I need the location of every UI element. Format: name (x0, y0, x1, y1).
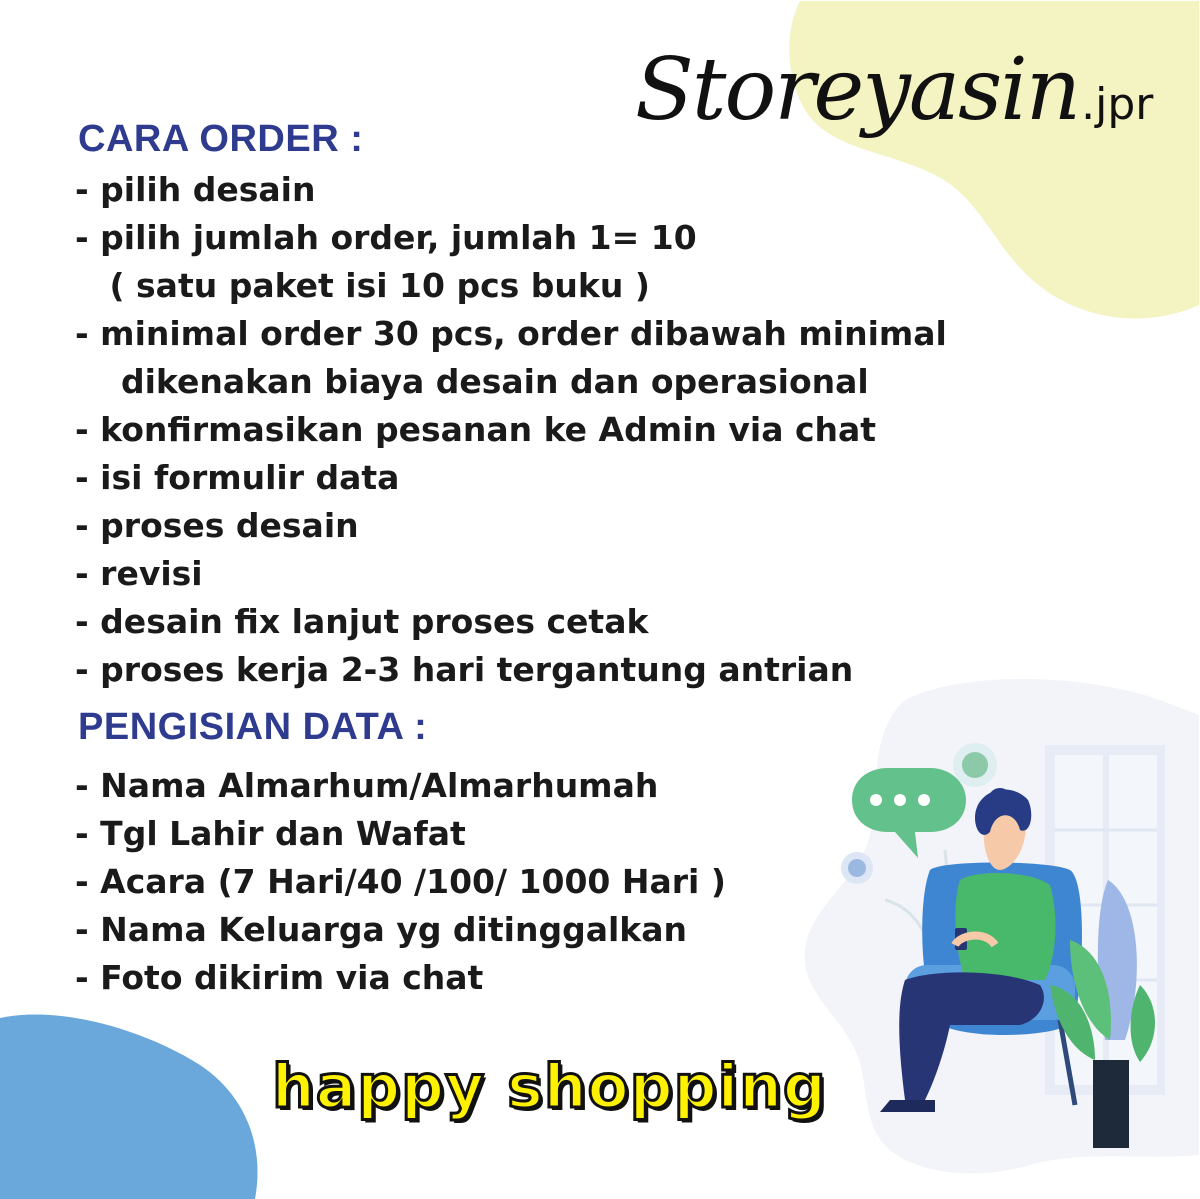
brand-script: Storeyasin (635, 40, 1080, 140)
order-step: dikenakan biaya desain dan operasional (75, 362, 869, 401)
blue-blob (0, 1015, 258, 1199)
order-step: - revisi (75, 554, 203, 593)
happy-shopping-tagline: happy shopping (272, 1052, 827, 1122)
order-step: - proses kerja 2-3 hari tergantung antrian (75, 650, 854, 689)
data-field-item: - Foto dikirim via chat (75, 958, 484, 997)
order-step: - minimal order 30 pcs, order dibawah minimal (75, 314, 947, 353)
order-step: - isi formulir data (75, 458, 400, 497)
order-step: - desain fix lanjut proses cetak (75, 602, 649, 641)
phone-call-icon (953, 743, 997, 787)
order-step: - konfirmasikan pesanan ke Admin via chat (75, 410, 877, 449)
data-field-item: - Nama Almarhum/Almarhumah (75, 766, 659, 805)
data-field-item: - Tgl Lahir dan Wafat (75, 814, 466, 853)
order-steps-list (75, 166, 947, 694)
order-step: - proses desain (75, 506, 359, 545)
brand-suffix: .jpr (1081, 79, 1154, 130)
data-field-item: - Nama Keluarga yg ditinggalkan (75, 910, 687, 949)
question-icon (841, 852, 873, 884)
data-heading: PENGISIAN DATA : (78, 706, 428, 748)
data-field-item: - Acara (7 Hari/40 /100/ 1000 Hari ) (75, 862, 726, 901)
order-step: - pilih desain (75, 170, 316, 209)
order-step: - pilih jumlah order, jumlah 1= 10 (75, 218, 697, 257)
order-heading: CARA ORDER : (78, 118, 364, 160)
data-fields-list (75, 762, 726, 1002)
order-step: ( satu paket isi 10 pcs buku ) (75, 266, 650, 305)
